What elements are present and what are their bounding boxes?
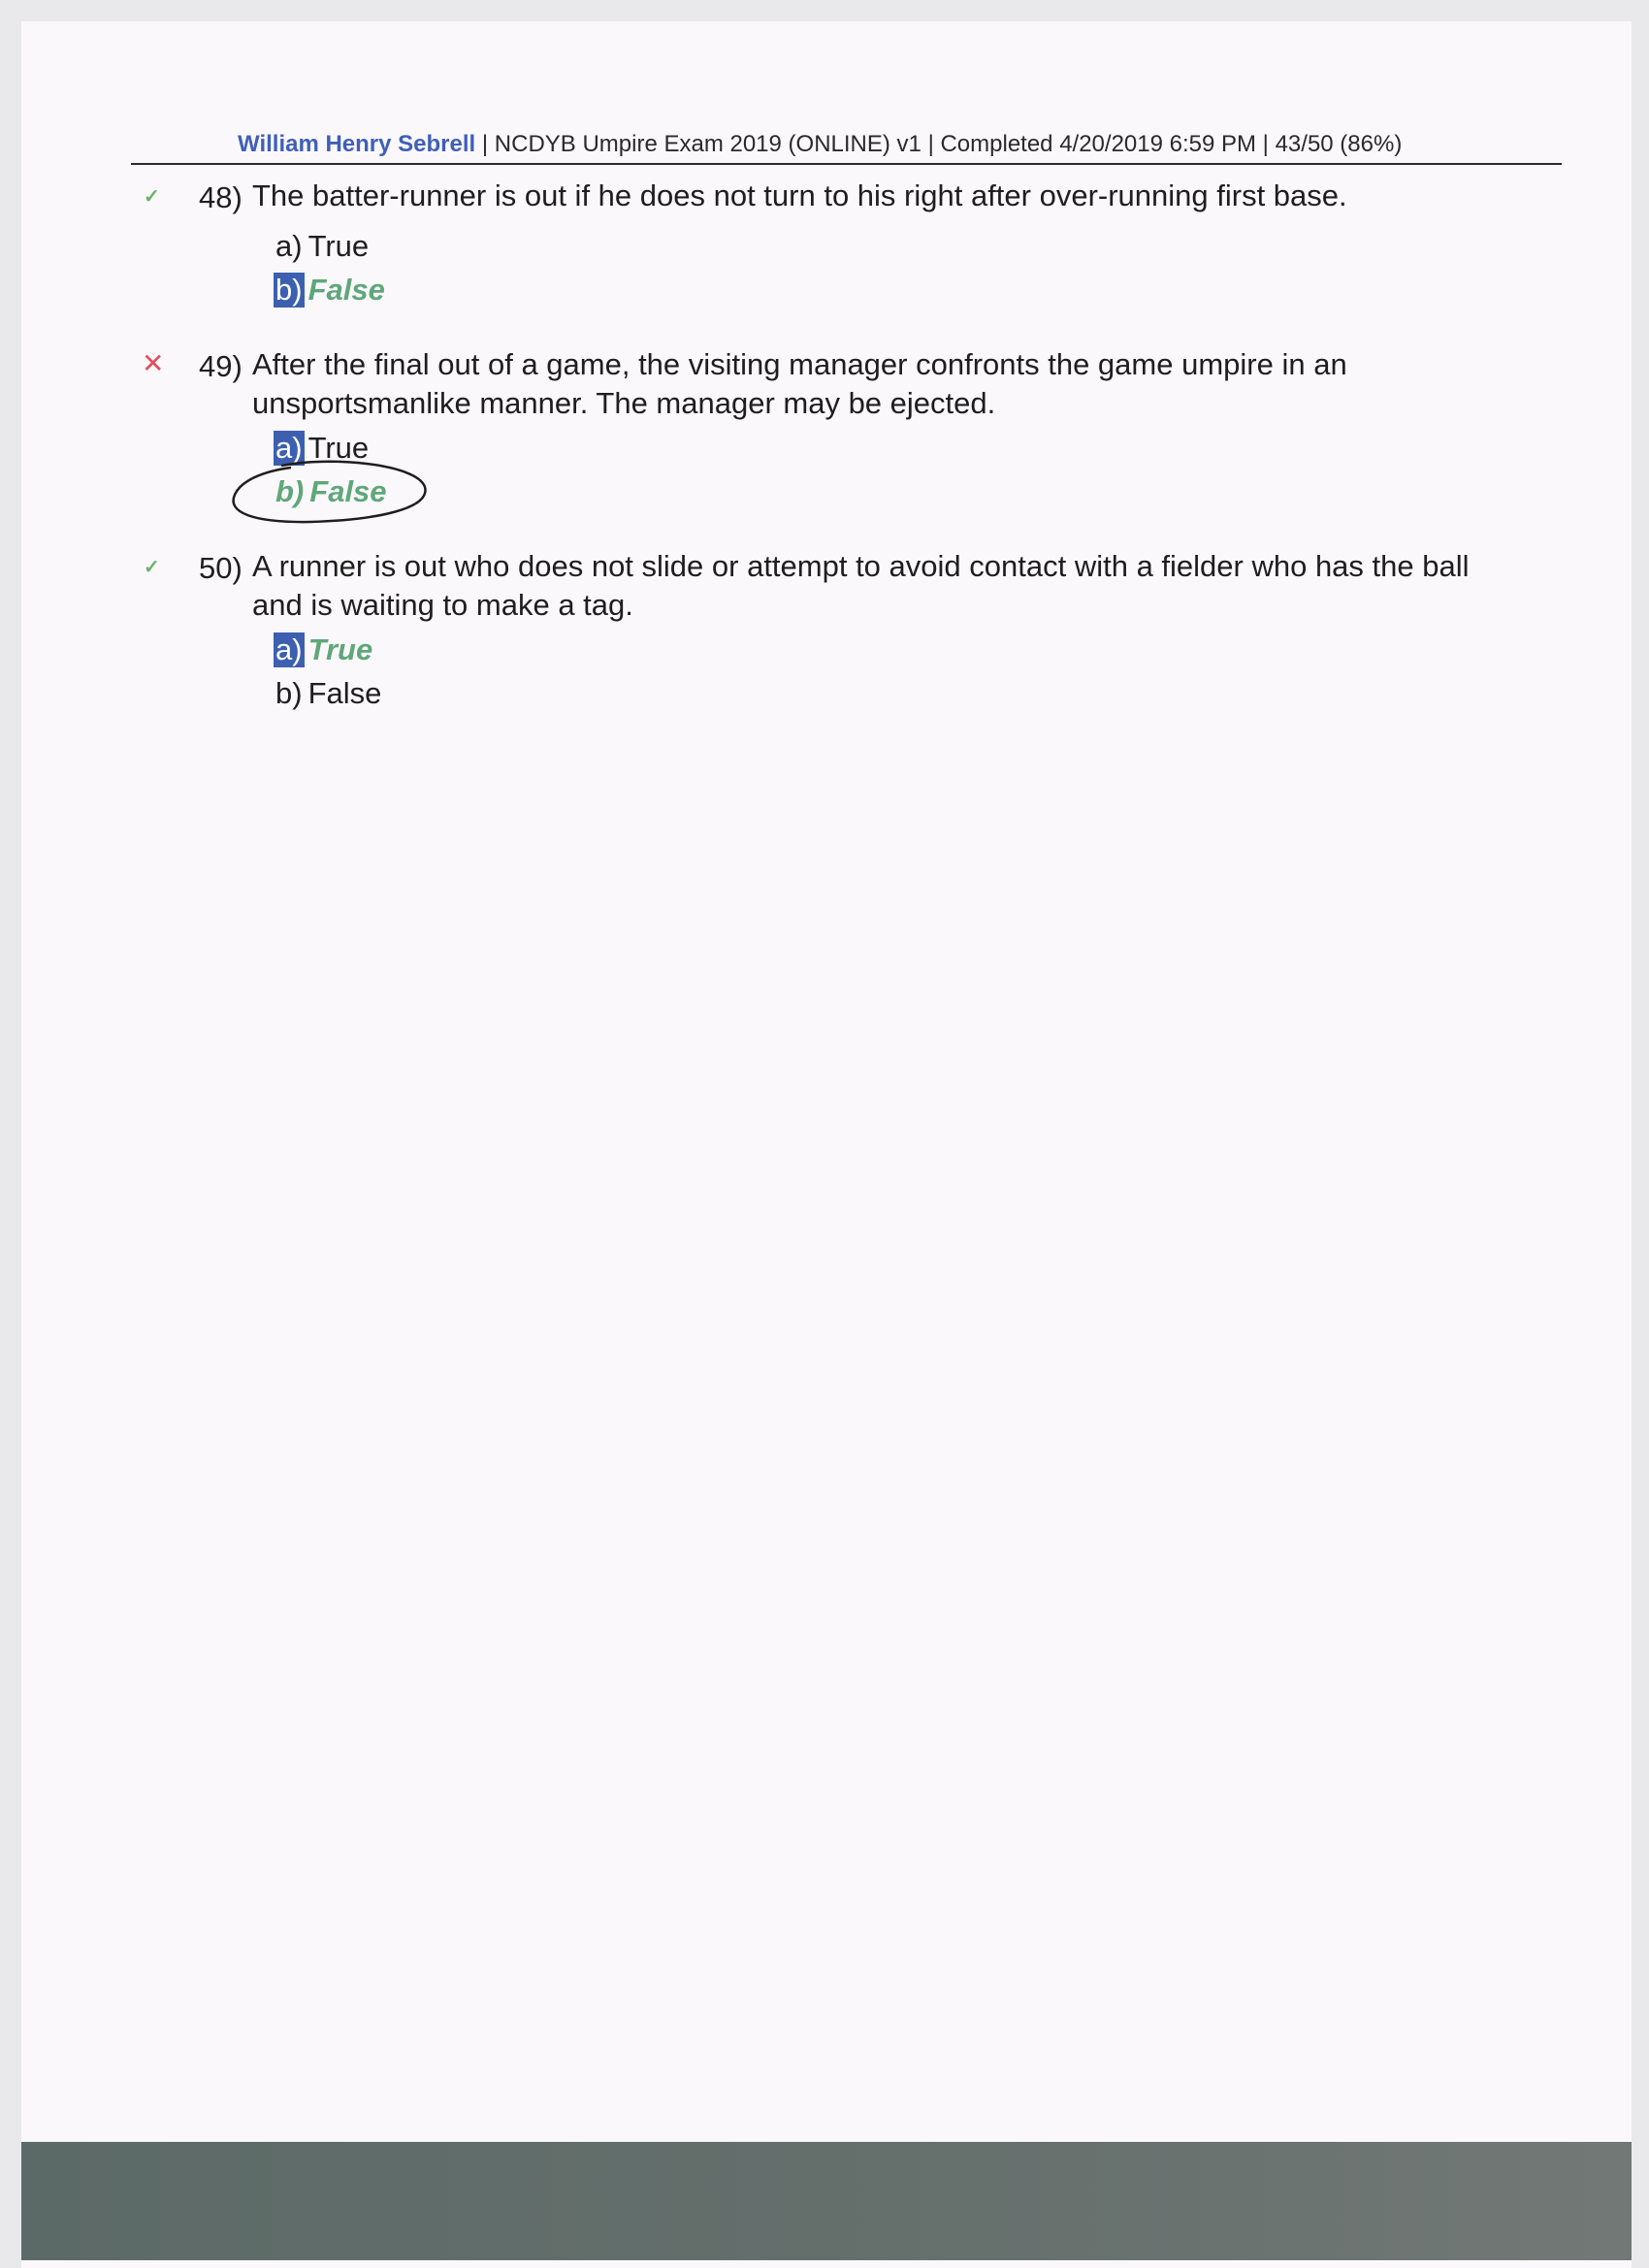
answer-option [274,229,369,264]
hand-drawn-circle [223,458,436,528]
option-text-correct: False [307,273,385,307]
option-text: False [307,676,382,710]
question-text-line: A runner is out who does not slide or attempt to avoid contact with a fielder who has the ball [252,549,1470,583]
question-number: 50) [199,551,242,585]
question-text-line: unsportsmanlike manner. The manager may be ejected. [252,386,996,420]
answer-option-selected [274,273,385,308]
question-text-line: After the final out of a game, the visiting manager confronts the game umpire in an [252,347,1347,381]
answer-option [274,676,381,711]
question-text-line: and is waiting to make a tag. [252,588,633,622]
question-number: 48) [199,180,242,214]
option-letter: a) [275,632,303,666]
correct-check-icon: ✓ [144,557,160,578]
student-name: William Henry Sebrell [238,131,476,157]
option-letter: b) [275,273,303,307]
correct-check-icon: ✓ [144,186,160,208]
exam-header [238,131,1562,158]
question-text: The batter-runner is out if he does not turn to his right after over-running first base. [252,178,1347,212]
option-letter: a) [275,431,303,465]
exam-details: | NCDYB Umpire Exam 2019 (ONLINE) v1 | Completed 4/20/2019 6:59 PM | 43/50 (86%) [475,131,1403,157]
option-text: True [307,431,370,465]
option-letter: a) [275,229,303,263]
answer-option-selected [274,632,372,667]
question-number: 49) [199,349,242,383]
option-text-correct: True [307,632,373,666]
option-letter: b) [275,676,303,710]
incorrect-x-icon: ✕ [142,348,165,378]
option-text-correct: False [309,474,387,508]
header-divider [131,163,1562,165]
option-letter: b) [275,474,305,508]
option-text: True [307,229,370,263]
scanner-edge [21,2142,1632,2260]
